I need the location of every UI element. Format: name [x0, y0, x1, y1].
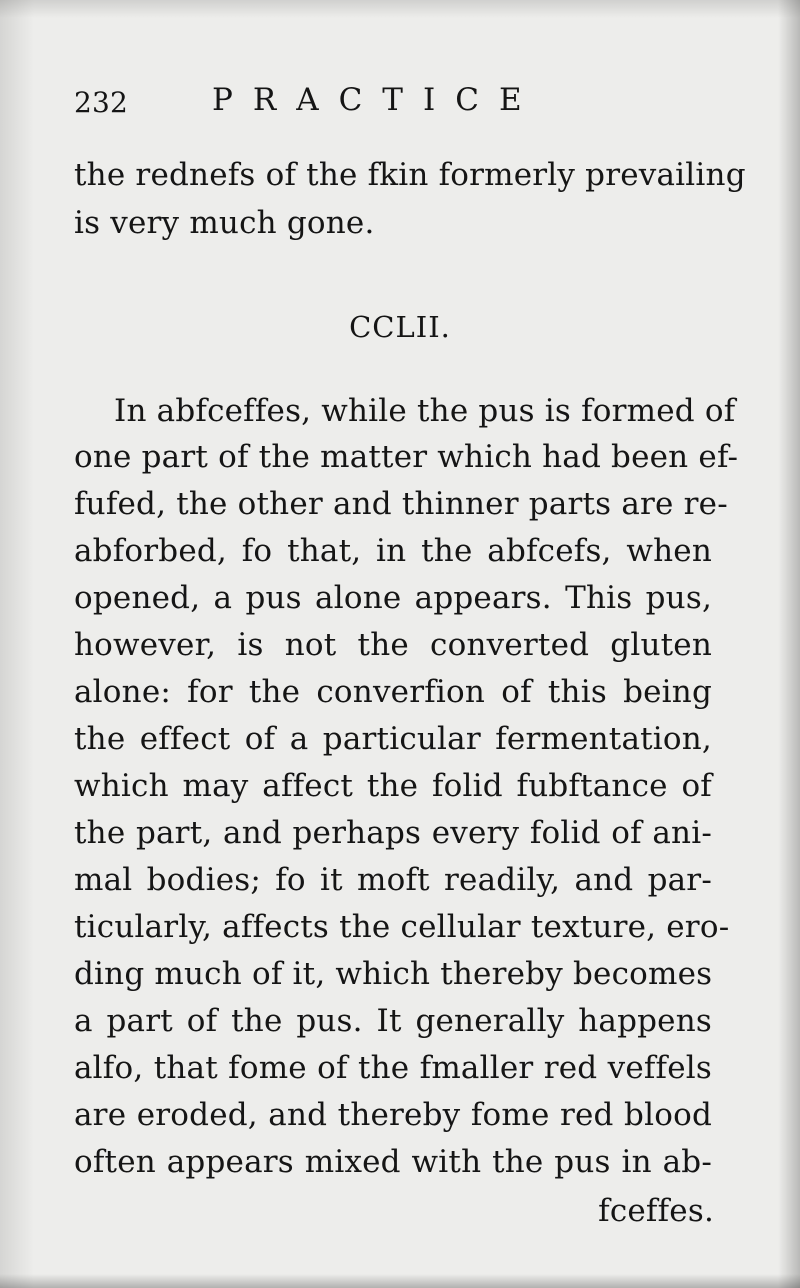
- page-edge-shadow-bottom: [0, 1274, 800, 1288]
- paragraph-line: ding much of it, which thereby becomes: [74, 956, 713, 992]
- intro-line: is very much gone.: [74, 205, 375, 241]
- paragraph-line: one part of the matter which had been ef-: [74, 439, 739, 475]
- paragraph-line: are eroded, and thereby fome red blood: [74, 1097, 712, 1133]
- intro-line: the rednefs of the fkin formerly prevailing: [74, 157, 746, 193]
- paragraph-line: mal bodies; fo it moft readily, and par-: [74, 862, 712, 898]
- paragraph-line: which may affect the folid fubftance of: [74, 768, 712, 804]
- page-edge-shadow-top: [0, 0, 800, 18]
- paragraph-line: often appears mixed with the pus in ab-: [74, 1144, 712, 1180]
- running-head: PRACTICE: [212, 82, 542, 118]
- paragraph-line: abforbed, fo that, in the abfcefs, when: [74, 533, 712, 569]
- paragraph-line: alfo, that fome of the fmaller red veffels: [74, 1050, 712, 1086]
- page-number: 232: [74, 86, 129, 119]
- paragraph-line: however, is not the converted gluten: [74, 627, 712, 663]
- page-edge-shadow-left: [0, 0, 34, 1288]
- paragraph-line: a part of the pus. It generally happens: [74, 1003, 712, 1039]
- paragraph-line: opened, a pus alone appears. This pus,: [74, 580, 712, 616]
- paragraph-line: the effect of a particular fermentation,: [74, 721, 712, 757]
- paragraph-line: In abfceffes, while the pus is formed of: [114, 393, 736, 429]
- page-header: [74, 82, 714, 132]
- paragraph-line: alone: for the converfion of this being: [74, 674, 712, 710]
- final-line: fceffes.: [598, 1193, 714, 1229]
- page-edge-shadow-right: [778, 0, 800, 1288]
- section-heading: CCLII.: [349, 310, 451, 344]
- paragraph-line: fufed, the other and thinner parts are re-: [74, 486, 728, 522]
- paragraph-line: ticularly, affects the cellular texture, ero-: [74, 909, 730, 945]
- paragraph-line: the part, and perhaps every folid of ani-: [74, 815, 712, 851]
